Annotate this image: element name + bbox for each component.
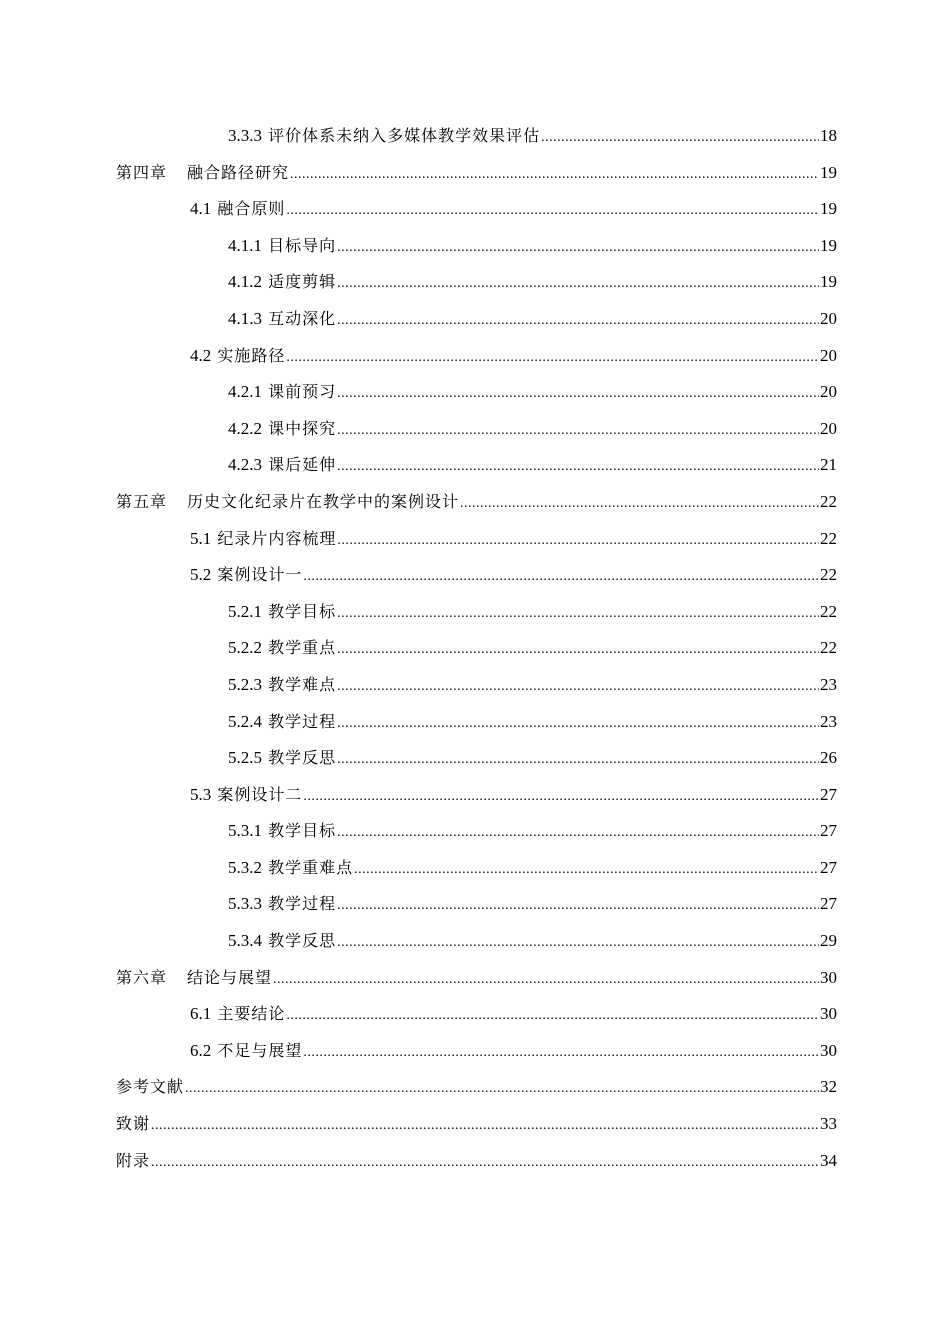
toc-entry-page: 30 (820, 967, 837, 987)
toc-entry[interactable] (116, 447, 837, 484)
toc-entry-number: 5.1 (190, 528, 212, 548)
toc-entry[interactable] (116, 1033, 837, 1070)
dot-leader (286, 998, 819, 1035)
toc-entry-page: 21 (820, 455, 837, 475)
toc-entry-number: 4.1.3 (228, 308, 262, 328)
toc-entry-number: 5.3.2 (228, 857, 262, 877)
dot-leader (151, 1145, 819, 1182)
toc-entry-title (116, 1106, 150, 1143)
toc-entry-page: 20 (820, 308, 837, 328)
dot-leader (303, 1035, 819, 1072)
dot-leader (337, 925, 819, 962)
toc-entry-number: 5.2.3 (228, 674, 262, 694)
toc-entry[interactable] (116, 667, 837, 704)
toc-entry-label: 致谢 (116, 1114, 151, 1134)
toc-entry-title (228, 301, 336, 338)
dot-leader (273, 962, 819, 999)
toc-entry-title (116, 155, 289, 192)
toc-entry[interactable] (116, 850, 837, 887)
toc-entry-number: 第五章 (116, 491, 168, 511)
toc-entry-page: 27 (820, 784, 837, 804)
toc-entry[interactable] (116, 1143, 837, 1180)
dot-leader (337, 742, 819, 779)
toc-entry-page: 23 (820, 711, 837, 731)
toc-entry[interactable] (116, 301, 837, 338)
toc-entry-label: 教学难点 (268, 674, 337, 694)
toc-entry-number: 5.2 (190, 565, 212, 585)
toc-entry-page: 26 (820, 748, 837, 768)
dot-leader (337, 303, 819, 340)
toc-entry-page: 30 (820, 1040, 837, 1060)
toc-entry-page: 20 (820, 382, 837, 402)
toc-entry-title (228, 630, 336, 667)
toc-entry-label: 案例设计一 (217, 565, 303, 585)
toc-entry-label: 互动深化 (268, 308, 337, 328)
toc-entry-title (228, 594, 336, 631)
toc-entry-number: 5.2.4 (228, 711, 262, 731)
dot-leader (337, 413, 819, 450)
toc-entry-page: 22 (820, 491, 837, 511)
toc-entry-label: 课后延伸 (268, 455, 337, 475)
toc-entry-page: 20 (820, 418, 837, 438)
toc-entry-page: 19 (820, 235, 837, 255)
toc-entry-title (190, 338, 285, 375)
toc-entry-page: 18 (820, 126, 837, 145)
toc-entry-number: 4.2 (190, 345, 212, 365)
toc-entry[interactable] (116, 886, 837, 923)
toc-entry-title (228, 374, 336, 411)
toc-entry[interactable] (116, 960, 837, 997)
toc-entry-title (228, 118, 540, 155)
toc-entry-title (190, 191, 285, 228)
toc-entry-title (190, 996, 285, 1033)
toc-entry-title (116, 1143, 150, 1180)
toc-entry-title (116, 484, 459, 521)
toc-entry[interactable] (116, 1069, 837, 1106)
toc-entry-title (116, 960, 272, 997)
toc-entry-title (116, 1069, 184, 1106)
toc-entry[interactable] (116, 594, 837, 631)
toc-entry-label: 课前预习 (268, 382, 337, 402)
toc-entry-number: 6.1 (190, 1004, 212, 1024)
toc-entry-number: 4.1 (190, 199, 212, 219)
toc-entry[interactable] (116, 228, 837, 265)
toc-entry-label: 不足与展望 (217, 1040, 303, 1060)
toc-entry-page: 19 (820, 199, 837, 219)
toc-entry-number: 5.3.3 (228, 894, 262, 914)
toc-entry-page: 19 (820, 162, 837, 182)
toc-entry[interactable] (116, 557, 837, 594)
toc-entry-page: 19 (820, 272, 837, 292)
dot-leader (337, 632, 819, 669)
dot-leader (303, 559, 819, 596)
toc-entry-number: 6.2 (190, 1040, 212, 1060)
toc-entry-page: 27 (820, 821, 837, 841)
toc-entry-number: 5.2.2 (228, 638, 262, 658)
toc-entry-title (228, 447, 336, 484)
dot-leader (337, 230, 819, 267)
toc-entry-page: 22 (820, 601, 837, 621)
toc-entry-label: 课中探究 (268, 418, 337, 438)
toc-entry[interactable] (116, 630, 837, 667)
toc-entry[interactable] (116, 155, 837, 192)
dot-leader (337, 815, 819, 852)
toc-entry-number: 5.2.5 (228, 748, 262, 768)
table-of-contents (116, 118, 837, 1179)
toc-entry[interactable] (116, 813, 837, 850)
toc-entry-label: 教学重难点 (268, 857, 354, 877)
toc-entry-page: 30 (820, 1004, 837, 1024)
dot-leader (354, 852, 819, 889)
toc-entry[interactable] (116, 1106, 837, 1143)
toc-entry-page: 23 (820, 674, 837, 694)
toc-entry-title (228, 667, 336, 704)
toc-entry[interactable] (116, 521, 837, 558)
dot-leader (303, 779, 819, 816)
toc-entry-title (228, 411, 336, 448)
dot-leader (460, 486, 819, 523)
toc-entry[interactable] (116, 411, 837, 448)
toc-entry-number: 3.3.3 (228, 126, 262, 145)
toc-entry-label: 融合路径研究 (187, 162, 290, 182)
toc-entry-label: 参考文献 (116, 1077, 185, 1097)
toc-entry-number: 4.1.1 (228, 235, 262, 255)
toc-entry-label: 教学重点 (268, 638, 337, 658)
toc-entry-page: 29 (820, 931, 837, 951)
dot-leader (290, 157, 819, 194)
toc-entry-label: 结论与展望 (187, 967, 273, 987)
toc-entry-label: 融合原则 (217, 199, 286, 219)
toc-entry-number: 4.2.1 (228, 382, 262, 402)
toc-entry-title (228, 228, 336, 265)
toc-entry-page: 33 (820, 1114, 837, 1134)
dot-leader (151, 1108, 819, 1145)
toc-entry-label: 主要结论 (217, 1004, 286, 1024)
toc-entry-label: 适度剪辑 (268, 272, 337, 292)
toc-entry[interactable] (116, 777, 837, 814)
dot-leader (337, 888, 819, 925)
toc-entry-label: 案例设计二 (217, 784, 303, 804)
toc-entry-title (228, 704, 336, 741)
dot-leader (337, 669, 819, 706)
toc-entry-page: 32 (820, 1077, 837, 1097)
toc-entry[interactable] (116, 374, 837, 411)
dot-leader (337, 596, 819, 633)
dot-leader (185, 1071, 819, 1108)
dot-leader (337, 706, 819, 743)
toc-entry[interactable] (116, 191, 837, 228)
toc-entry-page: 34 (820, 1150, 837, 1170)
toc-entry-number: 第四章 (116, 162, 168, 182)
toc-entry-label: 教学反思 (268, 931, 337, 951)
dot-leader (337, 449, 819, 486)
toc-entry-label: 教学过程 (268, 894, 337, 914)
toc-entry-label: 历史文化纪录片在教学中的案例设计 (187, 491, 460, 511)
toc-entry-page: 22 (820, 638, 837, 658)
toc-entry-title (228, 923, 336, 960)
toc-entry-page: 22 (820, 528, 837, 548)
toc-entry-label: 评价体系未纳入多媒体教学效果评估 (268, 126, 541, 145)
toc-entry-label: 教学过程 (268, 711, 337, 731)
toc-entry-label: 附录 (116, 1150, 151, 1170)
dot-leader (337, 523, 819, 560)
toc-entry-title (190, 557, 302, 594)
toc-entry-label: 教学目标 (268, 601, 337, 621)
dot-leader (286, 193, 819, 230)
toc-entry[interactable] (116, 264, 837, 301)
toc-entry-number: 4.2.3 (228, 455, 262, 475)
toc-entry-page: 27 (820, 857, 837, 877)
toc-entry-title (190, 1033, 302, 1070)
toc-entry-number: 5.3.1 (228, 821, 262, 841)
toc-entry-label: 实施路径 (217, 345, 286, 365)
toc-entry[interactable] (116, 118, 837, 155)
toc-entry-title (190, 521, 336, 558)
toc-entry-label: 教学反思 (268, 748, 337, 768)
toc-entry-number: 第六章 (116, 967, 168, 987)
toc-entry-title (228, 886, 336, 923)
toc-entry[interactable] (116, 740, 837, 777)
dot-leader (337, 266, 819, 303)
dot-leader (337, 376, 819, 413)
toc-entry[interactable] (116, 996, 837, 1033)
dot-leader (541, 120, 819, 157)
toc-entry-page: 20 (820, 345, 837, 365)
toc-entry-label: 纪录片内容梳理 (217, 528, 337, 548)
toc-entry[interactable] (116, 923, 837, 960)
toc-entry-page: 27 (820, 894, 837, 914)
toc-entry-page: 22 (820, 565, 837, 585)
toc-entry-number: 5.3 (190, 784, 212, 804)
dot-leader (286, 340, 819, 377)
toc-entry-title (228, 264, 336, 301)
toc-entry-number: 4.1.2 (228, 272, 262, 292)
toc-entry-title (228, 740, 336, 777)
toc-entry[interactable] (116, 484, 837, 521)
toc-entry-number: 5.3.4 (228, 931, 262, 951)
toc-entry-number: 4.2.2 (228, 418, 262, 438)
toc-entry-title (228, 813, 336, 850)
toc-entry-label: 目标导向 (268, 235, 337, 255)
toc-entry-title (190, 777, 302, 814)
toc-entry-number: 5.2.1 (228, 601, 262, 621)
toc-entry-title (228, 850, 353, 887)
toc-entry[interactable] (116, 704, 837, 741)
toc-entry-label: 教学目标 (268, 821, 337, 841)
toc-entry[interactable] (116, 338, 837, 375)
